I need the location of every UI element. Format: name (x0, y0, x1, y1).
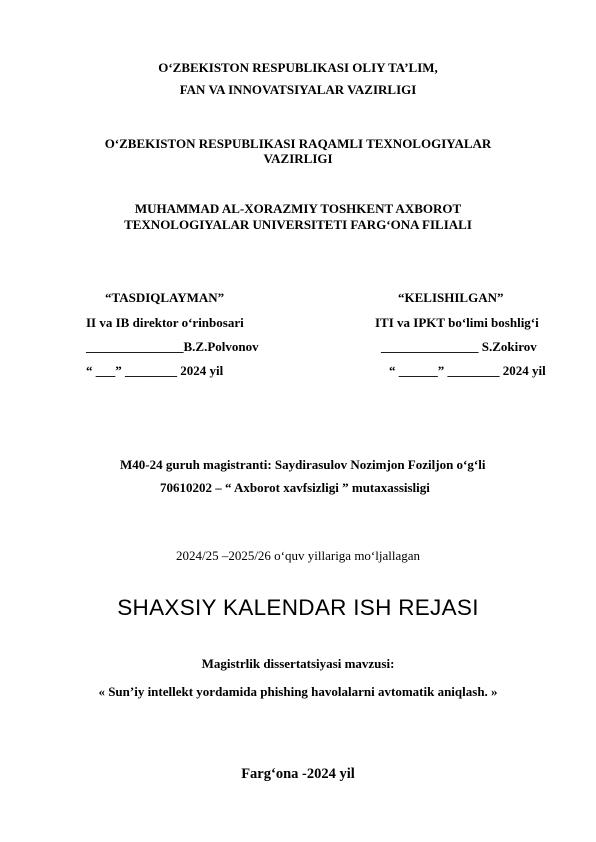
dissertation-label: Magistrlik dissertatsiyasi mavzusi: (201, 656, 395, 671)
agree-signature: _______________ S.Zokirov (381, 339, 537, 354)
approve-date: “ ___” ________ 2024 yil (86, 363, 224, 378)
academic-period: 2024/25 –2025/26 o‘quv yillariga mo‘ljallagan (175, 548, 421, 563)
approve-role: II va IB direktor o‘rinbosari (86, 315, 244, 330)
dissertation-topic: « Sun’iy intellekt yordamida phishing havolalarni avtomatik aniqlash. » (98, 684, 498, 699)
ministry2-line-2: VAZIRLIGI (263, 151, 333, 166)
approve-heading: “TASDIQLAYMAN” (105, 290, 225, 305)
ministry-line-1: O‘ZBEKISTON RESPUBLIKASI OLIY TA’LIM, (158, 60, 438, 75)
approve-signature: _______________B.Z.Polvonov (86, 339, 259, 354)
agree-heading: “KELISHILGAN” (398, 290, 504, 305)
footer-place-year: Farg‘ona -2024 yil (241, 766, 355, 782)
ministry-line-2: FAN VA INNOVATSIYALAR VAZIRLIGI (179, 82, 417, 97)
student-line: M40-24 guruh magistranti: Saydirasulov Nozimjon Foziljon o‘g‘li (120, 457, 486, 472)
university-line-1: MUHAMMAD AL-XORAZMIY TOSHKENT AXBOROT (134, 201, 462, 216)
agree-date: “ ______” ________ 2024 yil (389, 363, 546, 378)
university-line-2: TEXNOLOGIYALAR UNIVERSITETI FARG‘ONA FILIALI (124, 217, 472, 232)
specialty-line: 70610202 – “ Axborot xavfsizligi ” mutaxassisligi (160, 480, 430, 495)
agree-role: ITI va IPKT bo‘limi boshlig‘i (375, 315, 539, 330)
ministry2-line-1: O‘ZBEKISTON RESPUBLIKASI RAQAMLI TEXNOLOGIYALAR (104, 136, 492, 151)
document-title: SHAXSIY KALENDAR ISH REJASI (117, 595, 479, 620)
